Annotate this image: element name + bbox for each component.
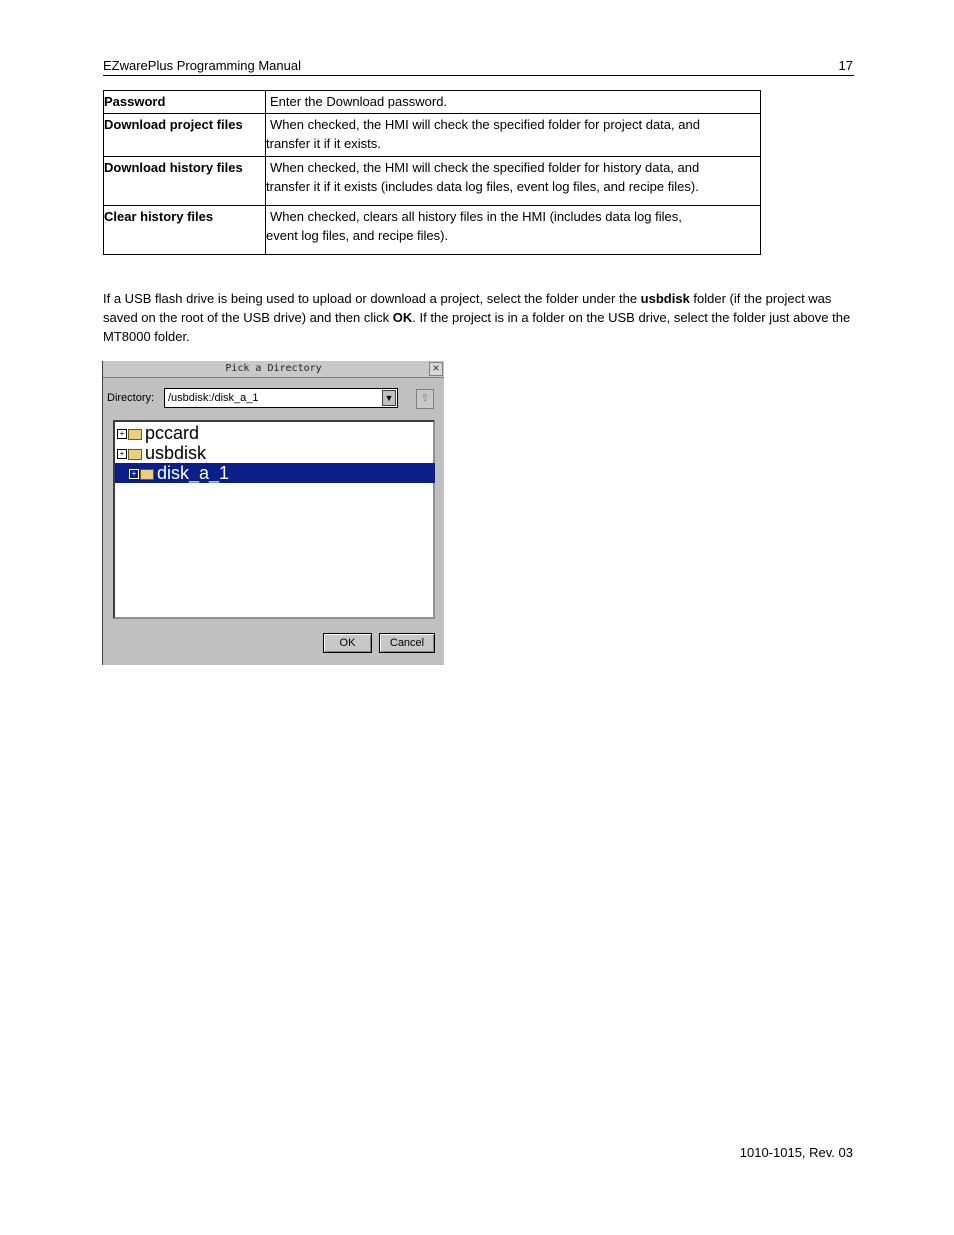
row-key: Clear history files (104, 206, 266, 255)
row-value: When checked, the HMI will check the specified folder for history data, and transfer it if it exists (includes data log files, event log files, and recipe files). (266, 157, 761, 206)
close-icon[interactable]: × (429, 362, 443, 376)
chevron-down-icon[interactable]: ▼ (382, 390, 396, 406)
ok-button[interactable]: OK (323, 633, 372, 653)
bold-usbdisk: usbdisk (640, 291, 690, 306)
folder-icon (128, 429, 142, 440)
directory-value: /usbdisk:/disk_a_1 (168, 392, 259, 404)
tree-node-usbdisk[interactable]: + usbdisk (117, 443, 206, 463)
table-row (104, 114, 761, 157)
table-row (104, 157, 761, 206)
cancel-button[interactable]: Cancel (379, 633, 435, 653)
folder-icon (128, 449, 142, 460)
folder-up-icon[interactable]: ⇧ (416, 389, 434, 409)
row-key: Download project files (104, 114, 266, 157)
row-key: Download history files (104, 157, 266, 206)
row-value: Enter the Download password. (266, 91, 761, 114)
expand-icon[interactable]: + (117, 429, 127, 439)
header-title: EZwarePlus Programming Manual (103, 58, 301, 73)
expand-icon[interactable]: + (117, 449, 127, 459)
directory-tree[interactable] (113, 420, 435, 619)
directory-label: Directory: (107, 392, 155, 404)
row-value: When checked, clears all history files in the HMI (includes data log files, event log files, and recipe files). (266, 206, 761, 255)
row-key: Password (104, 91, 266, 114)
folder-icon (140, 469, 154, 480)
pick-directory-dialog (102, 361, 444, 665)
expand-icon[interactable]: + (129, 469, 139, 479)
settings-table (103, 90, 761, 255)
page-number: 17 (838, 58, 853, 73)
tree-node-disk-a-1[interactable]: + disk_a_1 (115, 463, 435, 483)
row-value: When checked, the HMI will check the specified folder for project data, and transfer it if it exists. (266, 114, 761, 157)
table-row (104, 206, 761, 255)
bold-ok: OK (392, 310, 413, 325)
dialog-title: Pick a Directory (103, 361, 444, 378)
header-rule (103, 75, 854, 76)
footer-doc-id: 1010-1015, Rev. 03 (739, 1145, 853, 1160)
instruction-paragraph: If a USB flash drive is being used to upload or download a project, select the folder under the usbdisk folder (if the project was saved on the root of the USB drive) and then click OK. If the project is in a folder on the USB drive, select the folder just above the MT8000 folder. (103, 291, 851, 344)
directory-combobox[interactable] (164, 388, 398, 408)
table-row (104, 91, 761, 114)
tree-node-pccard[interactable]: + pccard (117, 423, 199, 443)
